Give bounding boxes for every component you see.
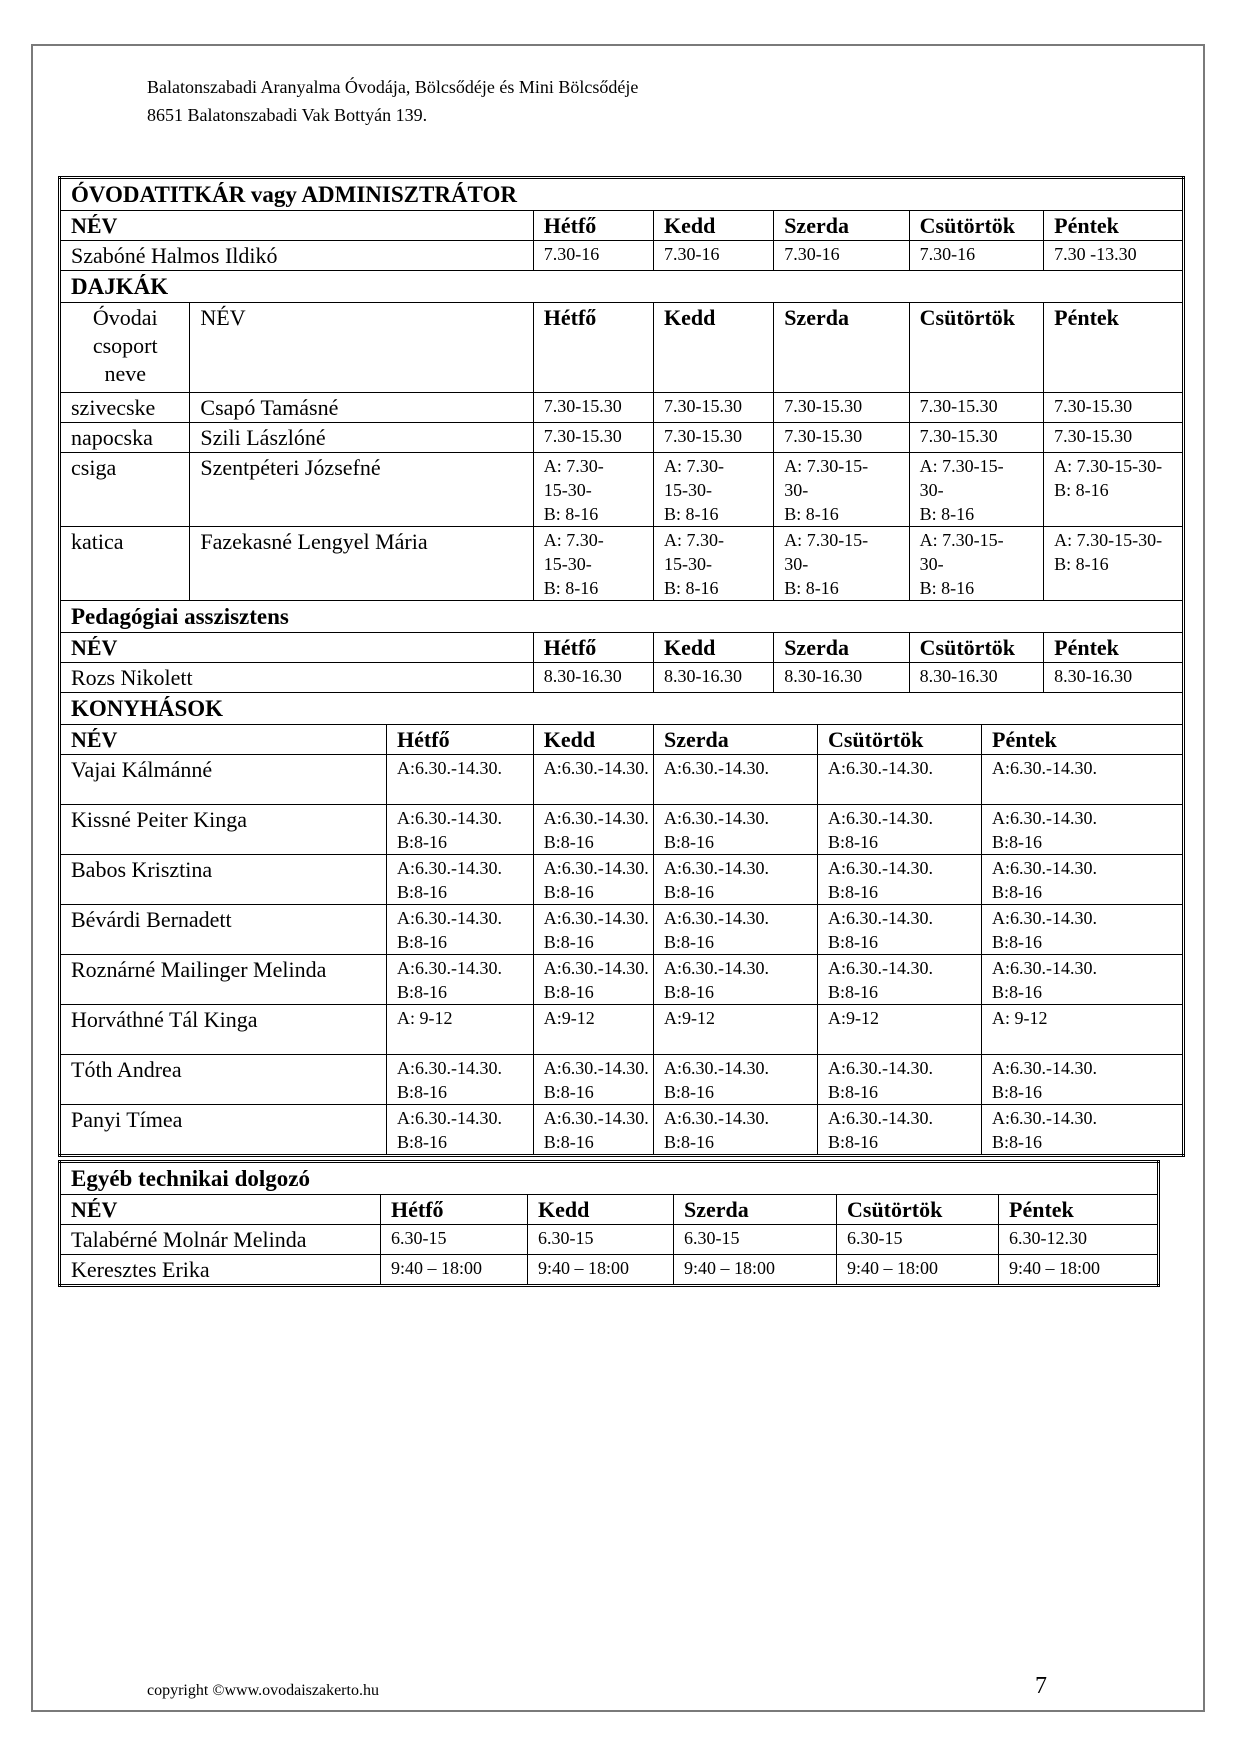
staff-row [60,755,1184,805]
time-line: B:8-16 [663,1082,714,1102]
time-line: B:8-16 [543,832,594,852]
time-cell [982,855,1184,905]
time-line: A:6.30.-14.30. [543,808,649,828]
document-header [147,73,638,129]
time-line: A:6.30.-14.30. [663,1058,769,1078]
time-line: B: 8-16 [1054,554,1109,574]
time-line: B:8-16 [397,1082,448,1102]
name-column-header: NÉV [60,725,387,755]
time-cell: 9:40 – 18:00 [837,1255,999,1286]
time-cell [653,805,817,855]
time-line: A:6.30.-14.30. [543,1108,649,1128]
time-line: B:8-16 [543,1082,594,1102]
time-cell: 7.30-15.30 [653,423,773,453]
page-number: 7 [1035,1673,1047,1699]
section-title-egyeb: Egyéb technikai dolgozó [60,1162,1159,1195]
time-line: A:6.30.-14.30. [397,908,503,928]
time-line: B: 8-16 [1054,480,1109,500]
staff-name: Vajai Kálmánné [60,755,387,805]
time-line: 15-30- [543,480,592,500]
time-line: A: 7.30-15-30- [1054,456,1163,476]
time-line: B:8-16 [663,982,714,1002]
time-cell: 6.30-12.30 [999,1225,1159,1255]
section-title-titkar: ÓVODATITKÁR vagy ADMINISZTRÁTOR [60,178,1184,211]
staff-name: Horváthné Tál Kinga [60,1005,387,1055]
time-cell [817,955,981,1005]
time-cell [817,1005,981,1055]
time-cell: 9:40 – 18:00 [999,1255,1159,1286]
time-cell [387,955,534,1005]
time-line: A: 7.30- [543,456,604,476]
time-line: A:6.30.-14.30. [397,858,503,878]
day-header: Szerda [653,725,817,755]
time-line: 15-30- [663,480,712,500]
day-header: Péntek [1044,633,1184,663]
day-header: Csütörtök [817,725,981,755]
staff-row [60,423,1184,453]
time-cell [817,855,981,905]
time-line: A:6.30.-14.30. [992,858,1097,878]
time-cell: 7.30-15.30 [1044,393,1184,423]
day-header: Hétfő [533,633,653,663]
time-line: A:6.30.-14.30. [992,908,1097,928]
time-line: A:6.30.-14.30. [827,758,933,778]
time-cell: 9:40 – 18:00 [381,1255,528,1286]
day-header: Kedd [533,725,653,755]
time-cell [387,855,534,905]
time-cell: 7.30-15.30 [533,423,653,453]
day-header: Szerda [774,633,909,663]
time-cell [387,805,534,855]
time-line: A:6.30.-14.30. [992,1108,1097,1128]
time-line: A:6.30.-14.30. [663,858,769,878]
time-cell [653,1005,817,1055]
time-line: B:8-16 [397,1132,448,1152]
time-cell [533,805,653,855]
time-line: B:8-16 [397,832,448,852]
time-line: A:6.30.-14.30. [397,958,503,978]
time-line: 15-30- [663,554,712,574]
section-title-asszisztens: Pedagógiai asszisztens [60,601,1184,633]
time-line: A: 7.30-15- [784,530,869,550]
staff-name: Fazekasné Lengyel Mária [190,527,533,601]
time-line: B: 8-16 [784,578,839,598]
time-cell [817,755,981,805]
section-title-row [60,178,1184,211]
time-line: B: 8-16 [663,578,719,598]
time-cell [653,1055,817,1105]
staff-name: Szentpéteri Józsefné [190,453,533,527]
time-cell [817,905,981,955]
time-line: B:8-16 [543,1132,594,1152]
time-cell: 6.30-15 [381,1225,528,1255]
time-cell: 7.30-16 [909,241,1043,271]
technical-staff-table [58,1160,1160,1287]
time-cell [387,1005,534,1055]
group-name: katica [60,527,190,601]
time-cell: 8.30-16.30 [533,663,653,693]
time-line: B:8-16 [663,882,714,902]
time-cell [653,527,773,601]
time-cell [533,905,653,955]
group-name: szivecske [60,393,190,423]
time-cell [533,453,653,527]
time-cell: 7.30-15.30 [653,393,773,423]
time-cell [653,453,773,527]
name-column-header: NÉV [60,633,534,663]
time-cell [982,1055,1184,1105]
time-cell: 7.30-15.30 [533,393,653,423]
time-cell [533,1055,653,1105]
time-line: B:8-16 [992,1132,1043,1152]
time-cell [653,955,817,1005]
time-cell: 7.30-15.30 [1044,423,1184,453]
staff-name: Szili Lászlóné [190,423,533,453]
staff-row [60,1055,1184,1105]
staff-name: Panyi Tímea [60,1105,387,1156]
day-header: Péntek [982,725,1184,755]
time-line: A:9-12 [663,1008,715,1028]
time-line: A:6.30.-14.30. [992,758,1097,778]
group-name: napocska [60,423,190,453]
time-line: A:6.30.-14.30. [543,908,649,928]
footer-copyright: copyright ©www.ovodaiszakerto.hu [147,1682,379,1699]
time-line: B:8-16 [992,832,1043,852]
time-line: A:6.30.-14.30. [663,908,769,928]
time-line: B:8-16 [397,882,448,902]
institution-address: 8651 Balatonszabadi Vak Bottyán 139. [147,105,428,125]
day-header: Péntek [1044,211,1184,241]
time-line: B:8-16 [663,832,714,852]
time-line: 30- [919,480,944,500]
time-cell [653,855,817,905]
day-header: Kedd [653,633,773,663]
staff-row [60,1005,1184,1055]
staff-row [60,663,1184,693]
staff-name: Talabérné Molnár Melinda [60,1225,381,1255]
section-title-row [60,271,1184,303]
staff-row [60,855,1184,905]
time-cell [817,1055,981,1105]
time-line: B:8-16 [827,882,878,902]
staff-row [60,393,1184,423]
name-column-header: NÉV [60,211,534,241]
time-line: A:6.30.-14.30. [543,958,649,978]
staff-name: Keresztes Erika [60,1255,381,1286]
time-cell: 9:40 – 18:00 [528,1255,674,1286]
time-line: A:6.30.-14.30. [397,808,503,828]
time-cell: 8.30-16.30 [653,663,773,693]
time-cell [533,855,653,905]
institution-name: Balatonszabadi Aranyalma Óvodája, Bölcsődéje és Mini Bölcsődéje [147,77,639,97]
staff-name: Rozs Nikolett [60,663,534,693]
time-cell: 7.30 -13.30 [1044,241,1184,271]
header-row [60,211,1184,241]
time-cell: 7.30-16 [653,241,773,271]
group-column-header: Óvodai csoport neve [60,303,190,393]
time-line: B: 8-16 [784,504,839,524]
time-line: A:6.30.-14.30. [827,1108,933,1128]
header-row [60,725,1184,755]
time-cell: 7.30-15.30 [909,393,1043,423]
time-line: A:6.30.-14.30. [827,1058,933,1078]
name-column-header: NÉV [60,1195,381,1225]
time-line: B:8-16 [397,932,448,952]
staff-row [60,1255,1159,1286]
time-line: B: 8-16 [919,578,975,598]
time-cell: 7.30-15.30 [774,393,909,423]
time-line: A: 7.30-15- [784,456,869,476]
time-cell [774,527,909,601]
time-line: A:6.30.-14.30. [543,1058,649,1078]
time-line: 30- [919,554,944,574]
day-header: Csütörtök [837,1195,999,1225]
time-line: A:6.30.-14.30. [397,758,503,778]
day-header: Csütörtök [909,211,1043,241]
time-line: B:8-16 [827,982,878,1002]
time-line: 30- [784,554,809,574]
staff-name: Kissné Peiter Kinga [60,805,387,855]
time-line: A:9-12 [543,1008,595,1028]
time-cell: 8.30-16.30 [909,663,1043,693]
staff-row [60,955,1184,1005]
time-line: 30- [784,480,809,500]
time-cell: 7.30-15.30 [774,423,909,453]
time-cell [982,805,1184,855]
day-header: Kedd [653,211,773,241]
section-title-konyhasok: KONYHÁSOK [60,693,1184,725]
staff-name: Bévárdi Bernadett [60,905,387,955]
time-cell [653,905,817,955]
time-cell [982,955,1184,1005]
staff-row [60,1105,1184,1156]
section-title-row [60,693,1184,725]
time-cell [817,805,981,855]
time-line: A: 7.30- [663,456,724,476]
time-line: A:6.30.-14.30. [543,858,649,878]
day-header: Péntek [999,1195,1159,1225]
day-header: Csütörtök [909,303,1043,393]
time-line: A: 7.30- [663,530,724,550]
time-cell [533,755,653,805]
time-line: B:8-16 [827,1082,878,1102]
time-line: B: 8-16 [663,504,719,524]
section-title-row [60,601,1184,633]
staff-row [60,453,1184,527]
staff-row [60,805,1184,855]
time-cell [387,755,534,805]
name-column-header: NÉV [190,303,533,393]
time-line: A:6.30.-14.30. [992,808,1097,828]
staff-row [60,527,1184,601]
staff-name: Babos Krisztina [60,855,387,905]
time-line: B: 8-16 [543,578,599,598]
time-line: A:6.30.-14.30. [663,958,769,978]
day-header: Szerda [774,211,909,241]
time-line: A: 9-12 [397,1008,453,1028]
time-cell: 9:40 – 18:00 [674,1255,837,1286]
time-cell [909,527,1043,601]
time-cell [909,453,1043,527]
time-cell [533,527,653,601]
time-cell: 7.30-15.30 [909,423,1043,453]
group-name: csiga [60,453,190,527]
time-cell: 8.30-16.30 [1044,663,1184,693]
time-cell: 6.30-15 [837,1225,999,1255]
time-cell [982,1005,1184,1055]
time-line: A:6.30.-14.30. [543,758,649,778]
time-line: A:9-12 [827,1008,879,1028]
time-cell [653,1105,817,1156]
time-cell: 7.30-16 [533,241,653,271]
time-line: A:6.30.-14.30. [827,908,933,928]
staff-row [60,905,1184,955]
time-cell [1044,527,1184,601]
time-cell [387,905,534,955]
time-cell [982,905,1184,955]
section-title-row [60,1162,1159,1195]
time-line: B:8-16 [827,832,878,852]
time-line: B:8-16 [992,932,1043,952]
time-line: B:8-16 [663,932,714,952]
time-cell [1044,453,1184,527]
time-line: A:6.30.-14.30. [827,808,933,828]
time-line: B: 8-16 [919,504,975,524]
time-line: B: 8-16 [543,504,599,524]
time-line: A:6.30.-14.30. [827,958,933,978]
time-line: B:8-16 [827,1132,878,1152]
time-cell: 6.30-15 [528,1225,674,1255]
staff-schedule-table [58,176,1185,1157]
time-cell [817,1105,981,1156]
time-line: B:8-16 [397,982,448,1002]
time-line: A:6.30.-14.30. [397,1108,503,1128]
time-line: A: 7.30-15- [919,530,1004,550]
time-line: B:8-16 [543,882,594,902]
time-line: B:8-16 [543,932,594,952]
day-header: Kedd [653,303,773,393]
time-line: B:8-16 [992,982,1043,1002]
time-cell [533,1105,653,1156]
day-header: Hétfő [533,211,653,241]
time-cell [387,1105,534,1156]
header-row [60,633,1184,663]
time-line: B:8-16 [543,982,594,1002]
time-cell [387,1055,534,1105]
time-line: A:6.30.-14.30. [663,808,769,828]
time-line: 15-30- [543,554,592,574]
time-cell: 8.30-16.30 [774,663,909,693]
staff-row [60,1225,1159,1255]
day-header: Hétfő [387,725,534,755]
time-cell [533,1005,653,1055]
time-line: B:8-16 [992,1082,1043,1102]
time-line: A: 9-12 [992,1008,1048,1028]
day-header: Szerda [674,1195,837,1225]
time-line: A:6.30.-14.30. [992,958,1097,978]
time-cell [533,955,653,1005]
time-cell [774,453,909,527]
day-header: Péntek [1044,303,1184,393]
section-title-dajkak: DAJKÁK [60,271,1184,303]
day-header: Hétfő [533,303,653,393]
day-header: Szerda [774,303,909,393]
time-line: B:8-16 [992,882,1043,902]
time-line: A:6.30.-14.30. [663,758,769,778]
day-header: Hétfő [381,1195,528,1225]
time-line: A:6.30.-14.30. [827,858,933,878]
time-line: B:8-16 [827,932,878,952]
header-row [60,1195,1159,1225]
day-header: Csütörtök [909,633,1043,663]
time-line: A: 7.30-15-30- [1054,530,1163,550]
time-cell [982,755,1184,805]
staff-name: Szabóné Halmos Ildikó [60,241,534,271]
staff-name: Roznárné Mailinger Melinda [60,955,387,1005]
staff-row [60,241,1184,271]
day-header: Kedd [528,1195,674,1225]
time-cell: 6.30-15 [674,1225,837,1255]
staff-name: Csapó Tamásné [190,393,533,423]
time-cell: 7.30-16 [774,241,909,271]
time-line: A:6.30.-14.30. [397,1058,503,1078]
time-line: A: 7.30-15- [919,456,1004,476]
time-line: A: 7.30- [543,530,604,550]
time-line: A:6.30.-14.30. [992,1058,1097,1078]
time-cell [982,1105,1184,1156]
time-line: B:8-16 [663,1132,714,1152]
time-cell [653,755,817,805]
staff-name: Tóth Andrea [60,1055,387,1105]
header-row [60,303,1184,393]
time-line: A:6.30.-14.30. [663,1108,769,1128]
